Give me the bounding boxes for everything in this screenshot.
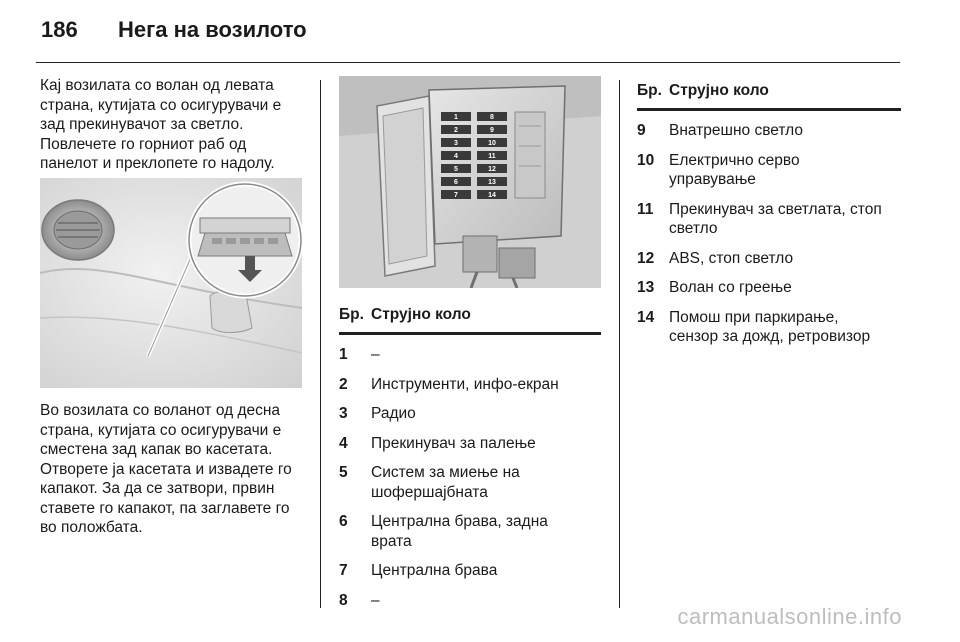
text-line: Во возилата со воланот од десна: [40, 402, 281, 419]
fuse-right-2: [477, 125, 507, 134]
circuit-text: сензор за дожд, ретровизор: [669, 328, 871, 345]
fuse-label: 7: [454, 192, 458, 199]
table-row: [339, 463, 601, 502]
page-title: Нега на возилото: [118, 17, 307, 42]
fuse-number: 6: [339, 513, 348, 530]
fuse-label: 4: [454, 153, 458, 160]
fuse-left-1: [441, 112, 471, 121]
circuit-text: ABS, стоп светло: [669, 249, 794, 267]
fuse-label: 8: [490, 114, 494, 121]
fuse-label: 5: [454, 166, 458, 173]
fuse-left-3: [441, 138, 471, 147]
circuit-text: –: [371, 591, 380, 609]
glovebox-fuse-panel-illustration: [40, 178, 302, 388]
circuit-text: светло: [669, 220, 718, 237]
text-line: Повлечете го горниот раб од: [40, 135, 247, 153]
fuse-number: 4: [339, 434, 348, 452]
table-row: [339, 512, 601, 551]
fuse-label: 10: [488, 140, 496, 147]
fuse-number: 10: [637, 151, 655, 169]
table-row: [637, 200, 901, 239]
circuit-text: Централна брава: [371, 562, 498, 579]
text-line: Кај возилата со волан од левата: [40, 77, 274, 94]
fuse-label: 2: [454, 127, 458, 134]
table-row: [339, 404, 601, 424]
text-line: Отворете ја касетата и извадете го: [40, 460, 292, 478]
table-row: [339, 375, 601, 395]
fuse-number: 5: [339, 464, 348, 481]
text-line: страна, кутијата со осигурувачи е: [40, 96, 282, 114]
header-rule: [36, 62, 900, 63]
fuse-right-4: [477, 151, 507, 160]
table-row: [339, 434, 601, 454]
fuse-number: 11: [637, 200, 654, 218]
table-row: [339, 561, 601, 581]
circuit-text: Инструменти, инфо-екран: [371, 375, 559, 393]
fuse-left-2: [441, 125, 471, 134]
fuse-label: 6: [454, 179, 458, 186]
circuit-text: Помош при паркирање,: [669, 308, 839, 326]
fuse-number: 1: [339, 346, 348, 363]
fuse-number: 3: [339, 405, 348, 422]
fuse-number: 7: [339, 562, 348, 579]
text-line: капакот. За да се затвори, првин: [40, 480, 275, 497]
table-row: [637, 278, 901, 298]
fuse-number: 12: [637, 249, 655, 267]
fuse-left-5: [441, 164, 471, 173]
column-divider-left: [320, 80, 321, 608]
circuit-text: управување: [669, 171, 756, 188]
fuse-right-1: [477, 112, 507, 121]
circuit-text: Електрично серво: [669, 151, 800, 169]
text-line: сместена зад капак во касетата.: [40, 441, 273, 458]
circuit-text: Систем за миење на: [371, 464, 520, 481]
page-number: 186: [41, 17, 78, 42]
site-watermark: carmanualsonline.info: [677, 604, 902, 629]
circuit-text: Внатрешно светло: [669, 122, 803, 139]
fuse-right-6: [477, 177, 507, 186]
table-row: [637, 308, 901, 347]
table-header: [339, 306, 601, 335]
table-row: [339, 345, 601, 365]
circuit-text: Волан со греење: [669, 279, 792, 296]
text-line: ставете го капакот, па заглавете го: [40, 499, 290, 517]
circuit-text: врата: [371, 532, 412, 550]
circuit-text: Радио: [371, 405, 416, 422]
header-number: Бр.: [637, 82, 662, 99]
table-row: [637, 151, 901, 190]
fuse-table-middle: [339, 306, 601, 610]
circuit-text: шофершајбната: [371, 483, 488, 501]
fuse-label: 1: [454, 114, 458, 121]
fuse-label: 11: [488, 153, 496, 160]
column-divider-right: [619, 80, 620, 608]
fuse-label: 13: [488, 179, 496, 186]
circuit-text: Централна брава, задна: [371, 513, 548, 530]
circuit-text: Прекинувач за светлата, стоп: [669, 200, 882, 218]
table-row: [637, 121, 901, 141]
table-header: [637, 82, 901, 111]
fuse-label: 12: [488, 166, 496, 173]
circuit-text: Прекинувач за палење: [371, 434, 536, 452]
fuse-number: 13: [637, 279, 655, 296]
fuse-number: 8: [339, 591, 348, 609]
text-line: панелот и преклопете го надолу.: [40, 155, 275, 172]
text-line: страна, кутијата со осигурувачи е: [40, 421, 282, 439]
fuse-number: 2: [339, 375, 348, 393]
fuse-number: 9: [637, 122, 646, 139]
fuse-right-5: [477, 164, 507, 173]
fuse-table-right: [637, 82, 901, 347]
header-circuit: Струјно коло: [371, 306, 471, 323]
circuit-text: –: [371, 346, 380, 363]
fuse-label: 9: [490, 127, 494, 134]
fuse-label: 3: [454, 140, 458, 147]
left-paragraph-1: [40, 76, 281, 174]
table-row: [637, 249, 901, 269]
fuse-right-3: [477, 138, 507, 147]
fuse-left-4: [441, 151, 471, 160]
fuse-left-7: [441, 190, 471, 199]
left-paragraph-2: [40, 401, 292, 538]
fuse-box-illustration: [339, 76, 601, 288]
fuse-right-7: [477, 190, 507, 199]
fuse-number: 14: [637, 308, 655, 326]
header-circuit: Струјно коло: [669, 82, 769, 99]
table-row: [339, 591, 601, 611]
text-line: во положбата.: [40, 519, 143, 536]
header-number: Бр.: [339, 306, 364, 323]
fuse-label: 14: [488, 192, 496, 199]
fuse-left-6: [441, 177, 471, 186]
text-line: зад прекинувачот за светло.: [40, 116, 244, 133]
